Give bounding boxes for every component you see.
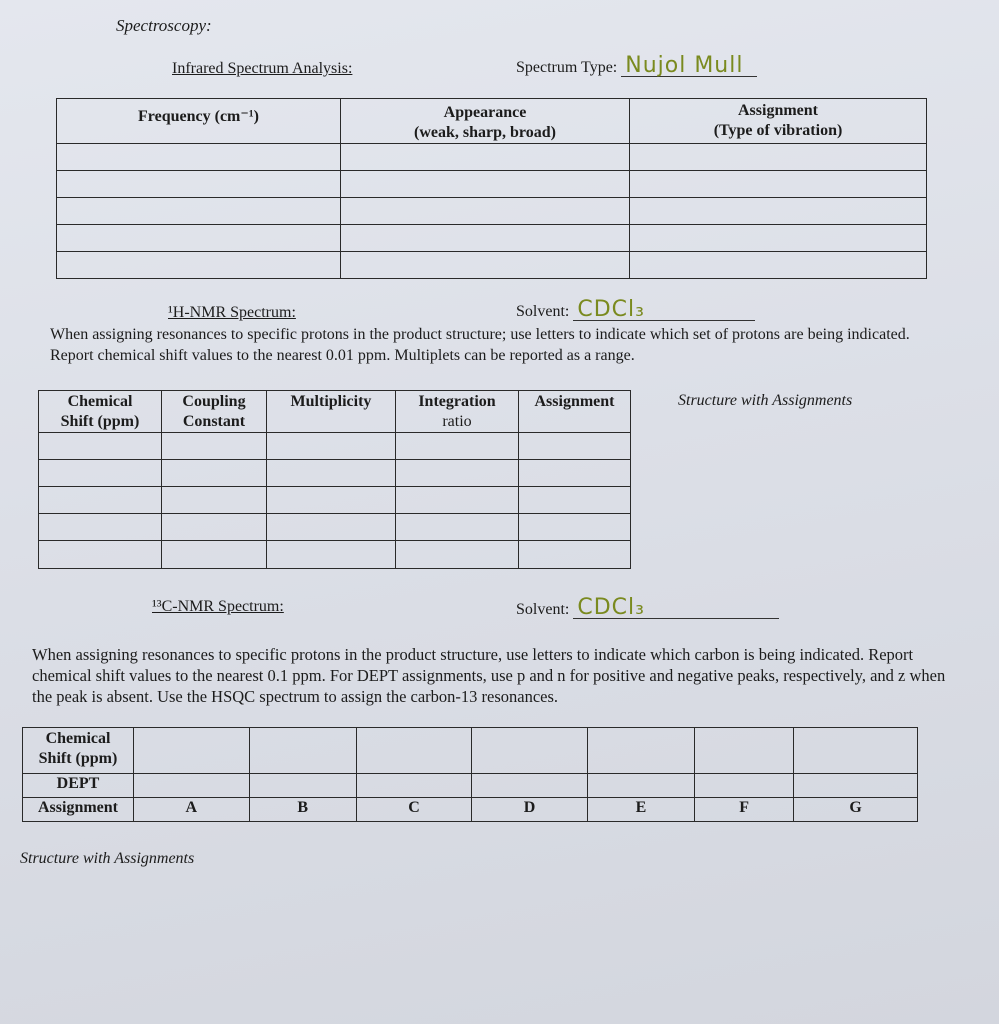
hnmr-solvent-field[interactable]: [573, 297, 755, 322]
hnmr-table: [38, 390, 631, 569]
hnmr-cell[interactable]: [39, 460, 162, 487]
hnmr-solvent-value: CDCl₃: [577, 297, 645, 322]
ir-cell[interactable]: [57, 198, 341, 225]
ir-cell[interactable]: [630, 171, 927, 198]
cnmr-col-e: E: [587, 798, 694, 822]
spectrum-type-label: Spectrum Type:: [516, 59, 618, 76]
hnmr-cell[interactable]: [39, 433, 162, 460]
cnmr-shift-cell[interactable]: [587, 728, 694, 774]
ir-cell[interactable]: [57, 144, 341, 171]
cnmr-shift-cell[interactable]: [695, 728, 794, 774]
ir-cell[interactable]: [630, 225, 927, 252]
cnmr-solvent-value: CDCl₃: [577, 595, 645, 620]
cnmr-col-f: F: [695, 798, 794, 822]
cnmr-dept-label: DEPT: [23, 774, 134, 798]
hnmr-cell[interactable]: [519, 487, 631, 514]
hnmr-header-row: [39, 391, 631, 433]
cnmr-solvent-label: Solvent:: [516, 601, 570, 618]
hnmr-header-multiplicity: Multiplicity: [267, 391, 396, 433]
cnmr-dept-row: [23, 774, 918, 798]
ir-cell[interactable]: [341, 144, 630, 171]
cnmr-col-g: G: [794, 798, 918, 822]
cnmr-dept-cell[interactable]: [134, 774, 250, 798]
hnmr-cell[interactable]: [39, 487, 162, 514]
hnmr-cell[interactable]: [267, 460, 396, 487]
ir-cell[interactable]: [630, 252, 927, 279]
ir-cell[interactable]: [630, 144, 927, 171]
hnmr-cell[interactable]: [162, 541, 267, 569]
hnmr-cell[interactable]: [267, 433, 396, 460]
cnmr-dept-cell[interactable]: [472, 774, 588, 798]
hnmr-cell[interactable]: [396, 514, 519, 541]
hnmr-cell[interactable]: [162, 487, 267, 514]
ir-cell[interactable]: [341, 198, 630, 225]
hnmr-solvent-label: Solvent:: [516, 303, 570, 320]
cnmr-col-d: D: [472, 798, 588, 822]
cnmr-structure-label: Structure with Assignments: [20, 850, 195, 867]
ir-cell[interactable]: [630, 198, 927, 225]
spectrum-type-value: Nujol Mull: [625, 53, 744, 78]
hnmr-header-shift: Chemical Shift (ppm): [39, 391, 162, 433]
hnmr-instructions: When assigning resonances to specific protons in the product structure; use letters to indicate which set of protons are being indicated. Report chemical shift values to the nearest 0.01 ppm. Multiplets can be reported as a range.: [50, 326, 910, 364]
hnmr-cell[interactable]: [396, 487, 519, 514]
cnmr-shift-label: Chemical Shift (ppm): [23, 728, 134, 774]
page-heading: Spectroscopy:: [116, 16, 212, 35]
cnmr-col-b: B: [249, 798, 356, 822]
hnmr-header-coupling: Coupling Constant: [162, 391, 267, 433]
ir-table: [56, 98, 927, 279]
hnmr-cell[interactable]: [162, 460, 267, 487]
ir-cell[interactable]: [57, 225, 341, 252]
hnmr-cell[interactable]: [396, 460, 519, 487]
cnmr-shift-cell[interactable]: [134, 728, 250, 774]
cnmr-shift-cell[interactable]: [794, 728, 918, 774]
cnmr-instructions: When assigning resonances to specific protons in the product structure, use letters to indicate which carbon is being indicated. Report chemical shift values to the nearest 0.1 ppm. For DEPT assignments, use p and n for positive and negative peaks, respectively, and z when the peak is absent. Use the HSQC spectrum to assign the carbon-13 resonances.: [32, 645, 946, 706]
ir-spectrum-type: [516, 53, 757, 78]
hnmr-header-assignment: Assignment: [519, 391, 631, 433]
cnmr-assignment-label: Assignment: [23, 798, 134, 822]
hnmr-structure-label: Structure with Assignments: [678, 392, 853, 409]
cnmr-shift-cell[interactable]: [472, 728, 588, 774]
hnmr-cell[interactable]: [162, 514, 267, 541]
cnmr-dept-cell[interactable]: [356, 774, 472, 798]
cnmr-table: [22, 727, 918, 822]
hnmr-cell[interactable]: [519, 433, 631, 460]
ir-cell[interactable]: [57, 171, 341, 198]
hnmr-solvent: [516, 297, 755, 322]
hnmr-cell[interactable]: [39, 514, 162, 541]
cnmr-dept-cell[interactable]: [794, 774, 918, 798]
cnmr-shift-cell[interactable]: [356, 728, 472, 774]
cnmr-col-a: A: [134, 798, 250, 822]
cnmr-solvent-field[interactable]: [573, 595, 779, 620]
cnmr-section-title: ¹³C-NMR Spectrum:: [152, 598, 284, 615]
cnmr-shift-row: [23, 728, 918, 774]
cnmr-solvent: [516, 595, 779, 620]
hnmr-cell[interactable]: [267, 541, 396, 569]
cnmr-dept-cell[interactable]: [695, 774, 794, 798]
ir-row: [57, 171, 927, 198]
ir-row: [57, 198, 927, 225]
hnmr-row: [39, 487, 631, 514]
hnmr-cell[interactable]: [396, 541, 519, 569]
hnmr-row: [39, 433, 631, 460]
cnmr-assignment-row: [23, 798, 918, 822]
hnmr-cell[interactable]: [267, 514, 396, 541]
spectrum-type-field[interactable]: [621, 53, 757, 78]
ir-header-frequency: Frequency (cm⁻¹): [57, 99, 341, 144]
ir-header-assignment: Assignment (Type of vibration): [630, 99, 927, 144]
hnmr-cell[interactable]: [162, 433, 267, 460]
cnmr-col-c: C: [356, 798, 472, 822]
hnmr-row: [39, 541, 631, 569]
hnmr-section-title: ¹H-NMR Spectrum:: [168, 304, 296, 321]
cnmr-dept-cell[interactable]: [249, 774, 356, 798]
ir-cell[interactable]: [57, 252, 341, 279]
ir-cell[interactable]: [341, 225, 630, 252]
hnmr-cell[interactable]: [39, 541, 162, 569]
ir-cell[interactable]: [341, 171, 630, 198]
ir-row: [57, 225, 927, 252]
hnmr-row: [39, 460, 631, 487]
ir-cell[interactable]: [341, 252, 630, 279]
cnmr-shift-cell[interactable]: [249, 728, 356, 774]
hnmr-cell[interactable]: [519, 541, 631, 569]
hnmr-header-integration: Integration ratio: [396, 391, 519, 433]
ir-row: [57, 144, 927, 171]
ir-header-row: [57, 99, 927, 144]
hnmr-cell[interactable]: [267, 487, 396, 514]
hnmr-cell[interactable]: [519, 514, 631, 541]
ir-row: [57, 252, 927, 279]
hnmr-row: [39, 514, 631, 541]
ir-header-appearance: Appearance (weak, sharp, broad): [341, 99, 630, 144]
hnmr-cell[interactable]: [396, 433, 519, 460]
ir-section-title: Infrared Spectrum Analysis:: [172, 60, 353, 77]
hnmr-cell[interactable]: [519, 460, 631, 487]
cnmr-dept-cell[interactable]: [587, 774, 694, 798]
